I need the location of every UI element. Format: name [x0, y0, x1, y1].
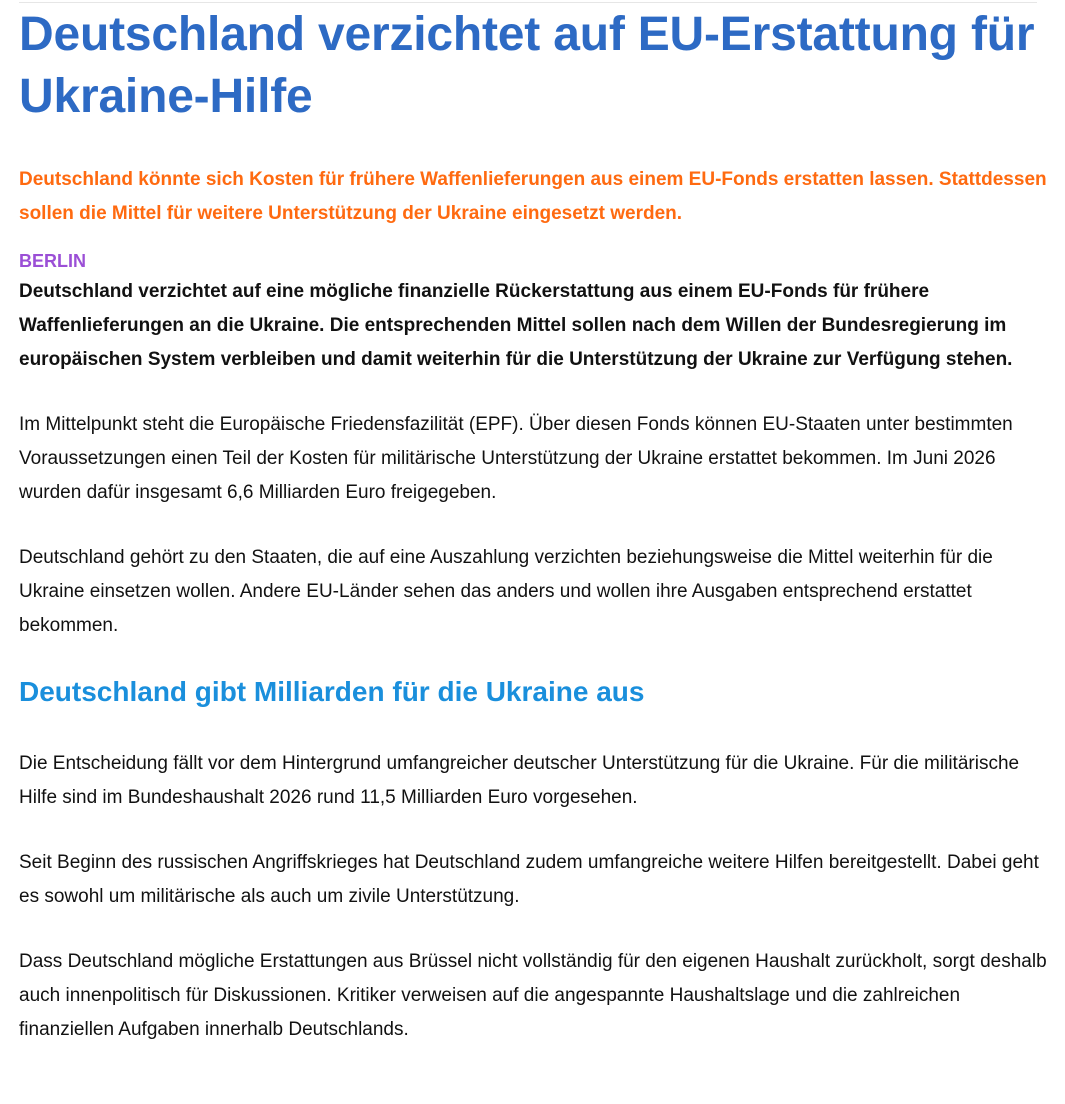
- article-intro: Deutschland verzichtet auf eine mögliche finanzielle Rückerstattung aus einem EU-Fonds für frühere Waffenlieferungen an die Ukraine. Die entsprechenden Mittel sollen nach dem Willen der Bundesregierung im europäischen System verbleiben und damit weiterhin für die Unterstützung der Ukraine zur Verfügung stehen.: [19, 281, 1013, 370]
- article-lead: Deutschland könnte sich Kosten für frühere Waffenlieferungen aus einem EU-Fonds erstatten lassen. Stattdessen sollen die Mittel für weitere Unterstützung der Ukraine eingesetzt werden.: [19, 169, 1047, 224]
- body-paragraph: Seit Beginn des russischen Angriffskrieges hat Deutschland zudem umfangreiche weitere Hilfen bereitgestellt. Dabei geht es sowohl um militärische als auch um zivile Unterstützung.: [19, 852, 1039, 907]
- body-paragraph: Deutschland gehört zu den Staaten, die auf eine Auszahlung verzichten beziehungsweise die Mittel weiterhin für die Ukraine einsetzen wollen. Andere EU-Länder sehen das anders und wollen ihre Ausgaben entsprechend erstattet bekommen.: [19, 547, 993, 636]
- article-dateline: BERLIN: [19, 251, 86, 271]
- body-paragraph: Die Entscheidung fällt vor dem Hintergrund umfangreicher deutscher Unterstützung für die Ukraine. Für die militärische Hilfe sind im Bundeshaushalt 2026 rund 11,5 Milliarden Euro vorgesehen.: [19, 753, 1020, 808]
- body-paragraph: Dass Deutschland mögliche Erstattungen aus Brüssel nicht vollständig für den eigenen Haushalt zurückholt, sorgt deshalb auch innenpolitisch für Diskussionen. Kritiker verweisen auf die angespannte Haushaltslage und die zahlreichen finanziellen Aufgaben innerhalb Deutschlands.: [19, 951, 1047, 1040]
- section-subheading: Deutschland gibt Milliarden für die Ukraine aus: [19, 676, 645, 707]
- article-headline: Deutschland verzichtet auf EU-Erstattung für Ukraine-Hilfe: [19, 8, 1035, 123]
- body-paragraph: Im Mittelpunkt steht die Europäische Friedensfazilität (EPF). Über diesen Fonds können EU-Staaten unter bestimmten Voraussetzungen einen Teil der Kosten für militärische Unterstützung der Ukraine erstattet bekommen. Im Juni 2026 wurden dafür insgesamt 6,6 Milliarden Euro freigegeben.: [19, 414, 1013, 503]
- article: [19, 0, 1049, 1047]
